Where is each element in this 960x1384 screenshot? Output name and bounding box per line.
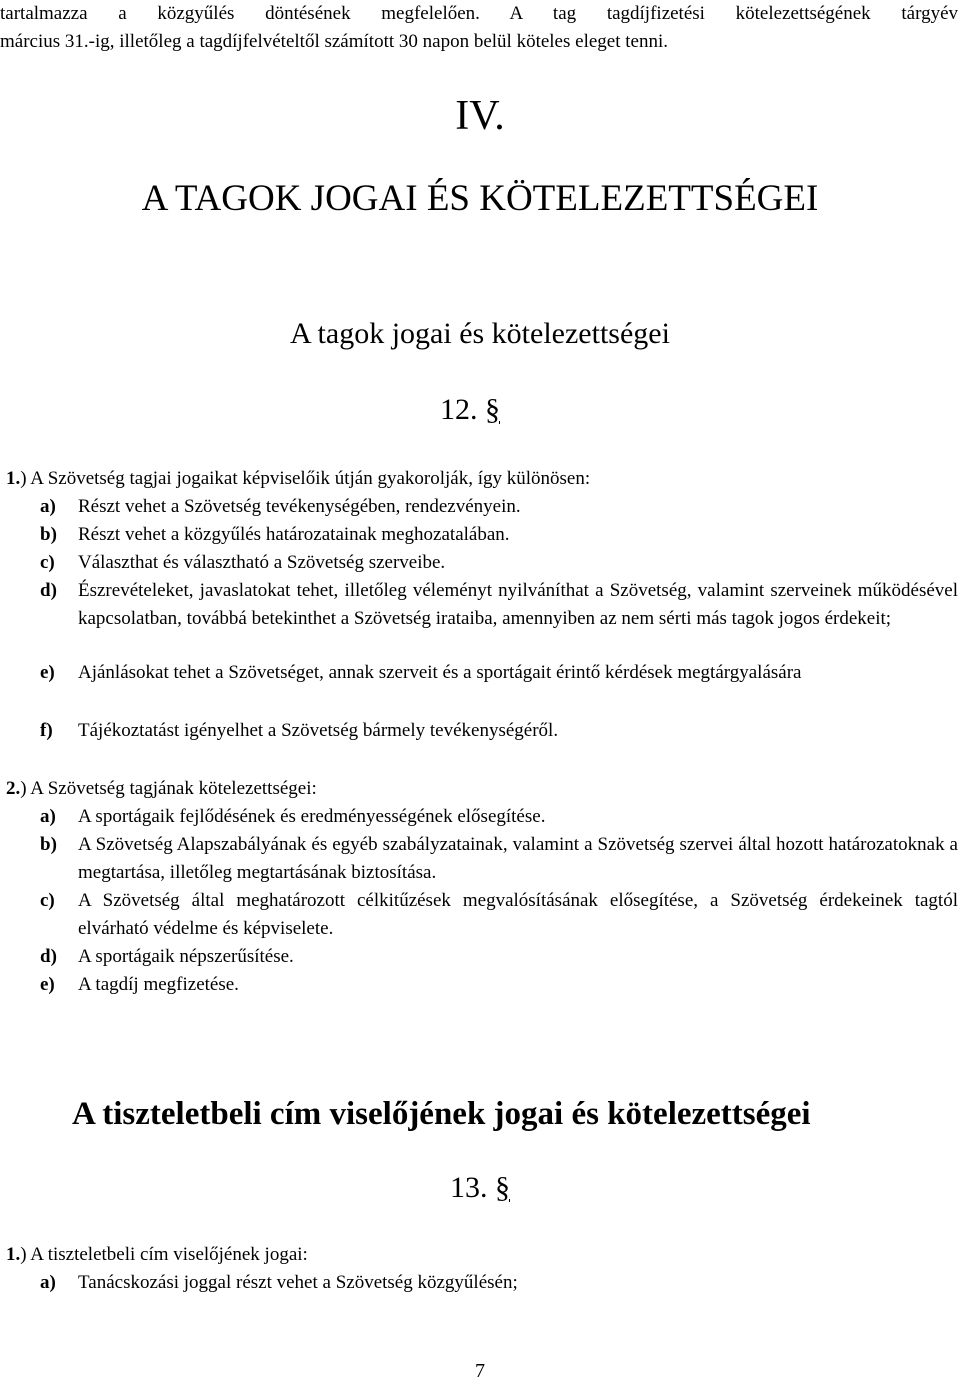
list-item-label: b) bbox=[40, 834, 57, 855]
list-item-text: Választhat és választható a Szövetség szerveibe. bbox=[78, 552, 446, 573]
section-heading-12 bbox=[440, 392, 500, 428]
list-item-text: Ajánlásokat tehet a Szövetséget, annak szerveit és a sportágait érintő kérdések megtárgyalására bbox=[78, 662, 802, 683]
section-heading-13 bbox=[450, 1170, 510, 1206]
paragraph-text: ) A Szövetség tagjának kötelezettségei: bbox=[20, 778, 317, 799]
list-item-label: a) bbox=[40, 806, 56, 827]
paragraph-symbol: § bbox=[495, 1171, 510, 1204]
list-item-label: a) bbox=[40, 1272, 56, 1293]
intro-line-1: tartalmazza a közgyűlés döntésének megfelelően. A tag tagdíjfizetési kötelezettségének tárgyév bbox=[0, 3, 958, 24]
list-item-text: A Szövetség Alapszabályának és egyéb szabályzatainak, valamint a Szövetség szervei által hozott határozatoknak a megtartása, illetőleg megtartásának biztosítása. bbox=[78, 834, 958, 883]
section-number: 13. bbox=[450, 1171, 488, 1204]
paragraph-12-1 bbox=[6, 468, 590, 490]
chapter-subtitle: A tagok jogai és kötelezettségei bbox=[290, 317, 670, 350]
paragraph-symbol: § bbox=[485, 393, 500, 426]
list-item-text: A tagdíj megfizetése. bbox=[78, 974, 239, 995]
list-item-text: Tájékoztatást igényelhet a Szövetség bármely tevékenységéről. bbox=[78, 720, 559, 741]
list-item-label: e) bbox=[40, 662, 55, 683]
intro-line-2: március 31.-ig, illetőleg a tagdíjfelvételtől számított 30 napon belül köteles eleget tenni. bbox=[0, 31, 668, 52]
list-item-label: a) bbox=[40, 496, 56, 517]
list-item-label: c) bbox=[40, 890, 55, 911]
paragraph-text: ) A tiszteletbeli cím viselőjének jogai: bbox=[20, 1244, 308, 1265]
page-number: 7 bbox=[475, 1360, 485, 1382]
section-number: 12. bbox=[440, 393, 478, 426]
list-item-text: Tanácskozási joggal részt vehet a Szövetség közgyűlésén; bbox=[78, 1272, 518, 1293]
chapter-number: IV. bbox=[455, 93, 505, 139]
list-item-label: b) bbox=[40, 524, 57, 545]
list-item-text: A sportágaik fejlődésének és eredményességének elősegítése. bbox=[78, 806, 546, 827]
paragraph-label: 1. bbox=[6, 1244, 21, 1265]
list-item-text: Részt vehet a közgyűlés határozatainak meghozatalában. bbox=[78, 524, 510, 545]
list-item-label: d) bbox=[40, 580, 57, 601]
list-item-text: A sportágaik népszerűsítése. bbox=[78, 946, 294, 967]
paragraph-label: 1. bbox=[6, 468, 21, 489]
list-item-text: Részt vehet a Szövetség tevékenységében, rendezvényein. bbox=[78, 496, 521, 517]
paragraph-text: ) A Szövetség tagjai jogaikat képviselőik útján gyakorolják, így különösen: bbox=[20, 468, 591, 489]
list-item-text: Észrevételeket, javaslatokat tehet, illetőleg véleményt nyilváníthat a Szövetség, valamint szerveinek működésével kapcsolatban, továbbá betekinthet a Szövetség irataiba, amennyiben az nem sérti más tagok jogos érdekeit; bbox=[78, 580, 958, 629]
list-item-text: A Szövetség által meghatározott célkitűzések megvalósításának elősegítése, a Szövetség érdekeinek tagtól elvárható védelme és képviselete. bbox=[78, 890, 958, 939]
paragraph-label: 2. bbox=[6, 778, 21, 799]
honorary-heading: A tiszteletbeli cím viselőjének jogai és kötelezettségei bbox=[72, 1096, 811, 1132]
list-item-label: d) bbox=[40, 946, 57, 967]
list-item-label: e) bbox=[40, 974, 55, 995]
list-item-label: f) bbox=[40, 720, 53, 741]
paragraph-12-2 bbox=[6, 778, 317, 800]
list-item-label: c) bbox=[40, 552, 55, 573]
chapter-title: A TAGOK JOGAI ÉS KÖTELEZETTSÉGEI bbox=[141, 178, 819, 219]
paragraph-13-1 bbox=[6, 1244, 308, 1266]
